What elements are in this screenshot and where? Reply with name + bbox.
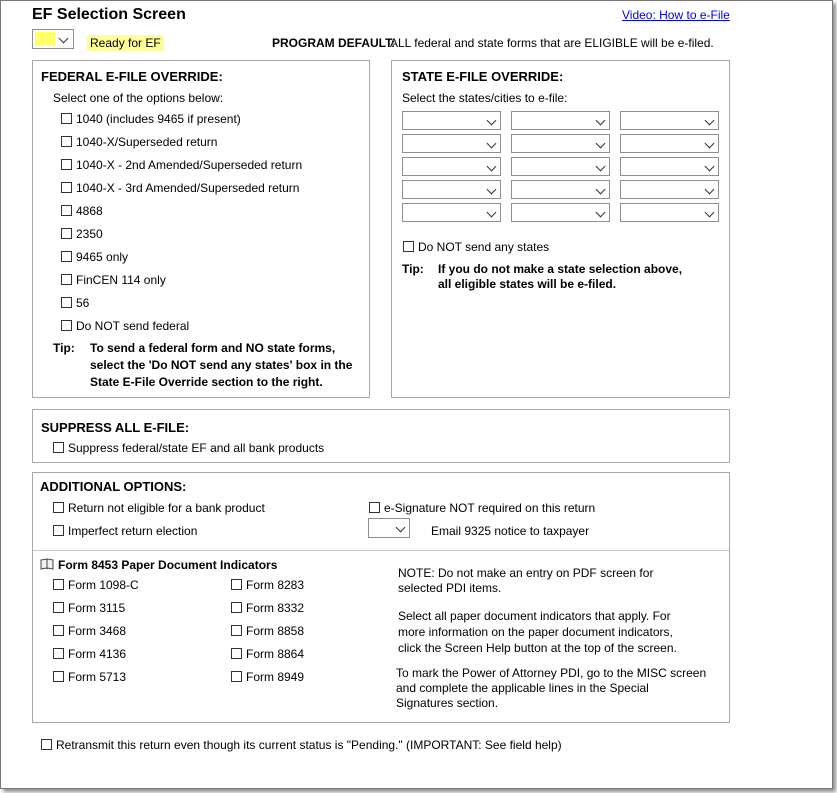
state-select[interactable]	[402, 157, 501, 176]
state-section-title: STATE E-FILE OVERRIDE:	[402, 69, 564, 84]
suppress-efile-checkbox[interactable]	[53, 442, 64, 453]
state-select[interactable]	[511, 180, 610, 199]
pdi-form-label: Form 5713	[68, 670, 127, 684]
chevron-down-icon	[487, 162, 497, 172]
pdi-form-8283-checkbox[interactable]	[231, 579, 242, 590]
federal-option-label: Do NOT send federal	[76, 319, 190, 333]
federal-option-label: 56	[76, 296, 90, 310]
pdi-form-3115-checkbox[interactable]	[53, 602, 64, 613]
ef-status-dropdown[interactable]	[32, 29, 74, 49]
federal-option-label: 2350	[76, 227, 103, 241]
chevron-down-icon	[396, 523, 406, 533]
federal-option-label: 1040 (includes 9465 if present)	[76, 112, 241, 126]
state-select[interactable]	[511, 157, 610, 176]
chevron-down-icon	[487, 185, 497, 195]
chevron-down-icon	[487, 208, 497, 218]
imperfect-return-label: Imperfect return election	[68, 524, 198, 538]
additional-options-section	[32, 472, 730, 723]
esignature-label: e-Signature NOT required on this return	[384, 501, 596, 515]
pdi-note-line: Signatures section.	[396, 696, 499, 710]
pdi-form-label: Form 8949	[246, 670, 305, 684]
state-efile-override-section	[391, 60, 730, 398]
pdi-form-label: Form 8864	[246, 647, 305, 661]
state-do-not-send-label: Do NOT send any states	[418, 240, 550, 254]
federal-section-title: FEDERAL E-FILE OVERRIDE:	[41, 69, 223, 84]
program-default-label: PROGRAM DEFAULT:	[272, 36, 396, 50]
pdi-form-8949-checkbox[interactable]	[231, 671, 242, 682]
not-eligible-bank-label: Return not eligible for a bank product	[68, 501, 265, 515]
state-select[interactable]	[620, 180, 719, 199]
federal-option-fincen-checkbox[interactable]	[61, 274, 72, 285]
federal-do-not-send-checkbox[interactable]	[61, 320, 72, 331]
state-select[interactable]	[620, 111, 719, 130]
state-tip-line: all eligible states will be e-filed.	[438, 277, 617, 291]
pdi-note-line: click the Screen Help button at the top of the screen.	[398, 641, 677, 655]
suppress-efile-section	[32, 409, 730, 463]
pdi-note-line: NOTE: Do not make an entry on PDF screen for	[398, 566, 654, 580]
pdi-form-label: Form 8858	[246, 624, 305, 638]
chevron-down-icon	[705, 162, 715, 172]
retransmit-label: Retransmit this return even though its current status is "Pending." (IMPORTANT: See field help)	[56, 738, 562, 752]
state-select[interactable]	[402, 180, 501, 199]
federal-option-9465-checkbox[interactable]	[61, 251, 72, 262]
chevron-down-icon	[705, 185, 715, 195]
pdi-form-label: Form 4136	[68, 647, 127, 661]
state-select[interactable]	[620, 203, 719, 222]
chevron-down-icon	[596, 162, 606, 172]
federal-option-1040x-2nd-checkbox[interactable]	[61, 159, 72, 170]
retransmit-checkbox[interactable]	[41, 739, 52, 750]
state-select[interactable]	[620, 134, 719, 153]
pdi-form-label: Form 1098-C	[68, 578, 139, 592]
email-9325-dropdown[interactable]	[368, 518, 410, 538]
federal-tip-label: Tip:	[53, 341, 75, 355]
state-select[interactable]	[511, 203, 610, 222]
suppress-section-title: SUPPRESS ALL E-FILE:	[41, 420, 190, 435]
chevron-down-icon	[596, 185, 606, 195]
federal-option-label: 1040-X/Superseded return	[76, 135, 218, 149]
federal-tip-line: select the 'Do NOT send any states' box in the	[90, 358, 353, 372]
chevron-down-icon	[487, 116, 497, 126]
federal-option-1040x-3rd-checkbox[interactable]	[61, 182, 72, 193]
state-select[interactable]	[511, 111, 610, 130]
chevron-down-icon	[705, 208, 715, 218]
chevron-down-icon	[596, 208, 606, 218]
pdi-form-label: Form 3115	[68, 601, 126, 615]
chevron-down-icon	[596, 139, 606, 149]
federal-option-4868-checkbox[interactable]	[61, 205, 72, 216]
state-select[interactable]	[511, 134, 610, 153]
federal-option-1040-checkbox[interactable]	[61, 113, 72, 124]
federal-option-1040x-checkbox[interactable]	[61, 136, 72, 147]
book-icon	[40, 558, 54, 570]
federal-efile-override-section	[32, 60, 370, 398]
pdi-note-line: Select all paper document indicators that apply. For	[398, 609, 671, 623]
ef-status-text: Ready for EF	[87, 35, 164, 51]
chevron-down-icon	[705, 116, 715, 126]
chevron-down-icon	[487, 139, 497, 149]
federal-option-label: FinCEN 114 only	[76, 273, 166, 287]
pdi-form-3468-checkbox[interactable]	[53, 625, 64, 636]
state-do-not-send-checkbox[interactable]	[403, 241, 414, 252]
federal-option-label: 4868	[76, 204, 103, 218]
pdi-form-8858-checkbox[interactable]	[231, 625, 242, 636]
esignature-checkbox[interactable]	[369, 502, 380, 513]
section-divider	[33, 550, 729, 551]
state-tip-label: Tip:	[402, 262, 424, 276]
pdi-note-line: selected PDI items.	[398, 581, 502, 595]
additional-section-title: ADDITIONAL OPTIONS:	[40, 479, 187, 494]
not-eligible-bank-checkbox[interactable]	[53, 502, 64, 513]
pdi-note-line: To mark the Power of Attorney PDI, go to the MISC screen	[396, 666, 707, 680]
pdi-section-title: Form 8453 Paper Document Indicators	[58, 558, 278, 572]
federal-instruction: Select one of the options below:	[53, 91, 224, 105]
chevron-down-icon	[705, 139, 715, 149]
program-default-text: ALL federal and state forms that are ELIGIBLE will be e-filed.	[390, 36, 714, 50]
state-select[interactable]	[402, 203, 501, 222]
video-how-to-efile-link[interactable]: Video: How to e-File	[622, 8, 730, 22]
federal-option-label: 9465 only	[76, 250, 129, 264]
federal-tip-line: State E-File Override section to the right.	[90, 375, 323, 389]
federal-option-label: 1040-X - 3rd Amended/Superseded return	[76, 181, 300, 195]
state-select[interactable]	[402, 134, 501, 153]
page-title: EF Selection Screen	[32, 6, 186, 23]
pdi-form-4136-checkbox[interactable]	[53, 648, 64, 659]
pdi-form-8332-checkbox[interactable]	[231, 602, 242, 613]
imperfect-return-checkbox[interactable]	[53, 525, 64, 536]
federal-option-2350-checkbox[interactable]	[61, 228, 72, 239]
federal-option-56-checkbox[interactable]	[61, 297, 72, 308]
federal-option-label: 1040-X - 2nd Amended/Superseded return	[76, 158, 303, 172]
ef-status-highlight	[35, 32, 55, 46]
pdi-note-line: and complete the applicable lines in the Special	[396, 681, 649, 695]
email-9325-label: Email 9325 notice to taxpayer	[431, 524, 590, 538]
pdi-form-5713-checkbox[interactable]	[53, 671, 64, 682]
federal-tip-line: To send a federal form and NO state forms,	[90, 341, 336, 355]
pdi-form-label: Form 8332	[246, 601, 305, 615]
pdi-note-line: more information on the paper document indicators,	[398, 625, 673, 639]
state-instruction: Select the states/cities to e-file:	[402, 91, 568, 105]
chevron-down-icon	[596, 116, 606, 126]
pdi-form-label: Form 8283	[246, 578, 305, 592]
pdi-form-label: Form 3468	[68, 624, 127, 638]
state-select[interactable]	[620, 157, 719, 176]
pdi-form-8864-checkbox[interactable]	[231, 648, 242, 659]
chevron-down-icon	[59, 34, 69, 44]
state-select[interactable]	[402, 111, 501, 130]
pdi-form-1098c-checkbox[interactable]	[53, 579, 64, 590]
state-tip-line: If you do not make a state selection above,	[438, 262, 683, 276]
suppress-efile-label: Suppress federal/state EF and all bank products	[68, 441, 325, 455]
